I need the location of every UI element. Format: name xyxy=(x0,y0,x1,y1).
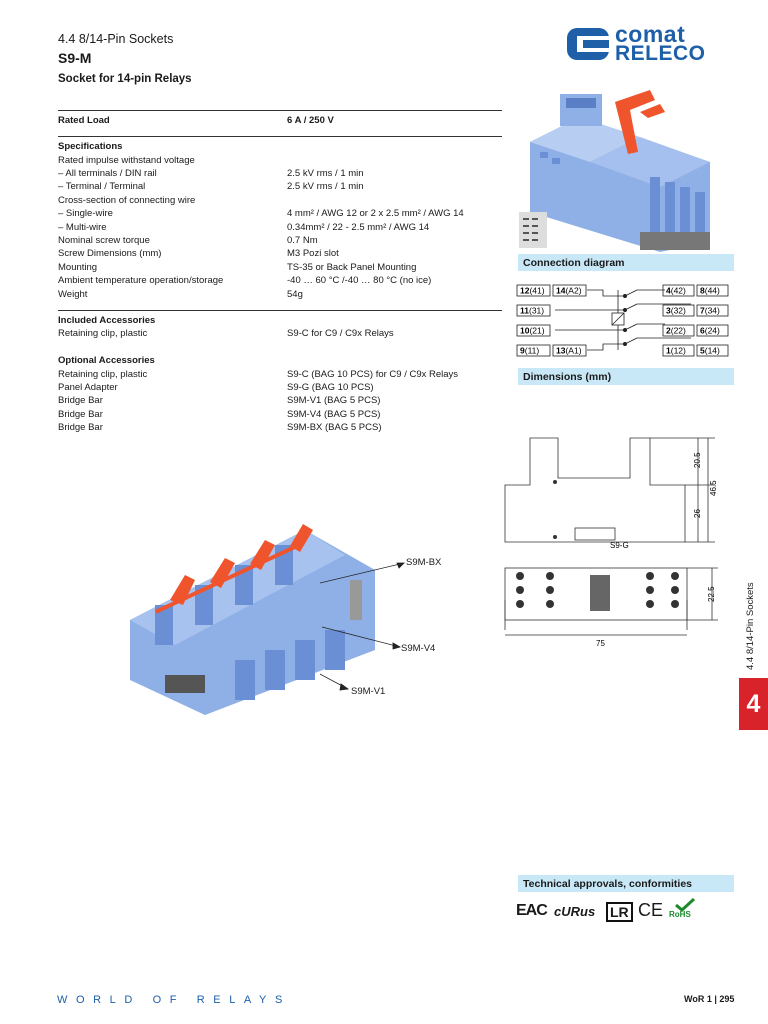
ul-mark: cURus xyxy=(554,904,596,919)
logo-text-comat: comat xyxy=(615,21,686,47)
footer-tagline: WORLD OF RELAYS xyxy=(57,994,291,1006)
eac-mark: EAC xyxy=(516,902,547,919)
spec-row xyxy=(58,261,502,274)
dim-20-5: 20.5 xyxy=(693,452,702,468)
spec-row xyxy=(58,421,502,434)
spec-label: Rated impulse withstand voltage xyxy=(58,154,195,166)
spec-label: Bridge Bar xyxy=(58,395,103,407)
rated-load-row xyxy=(58,114,502,127)
terminal-label: 1(12) xyxy=(666,345,686,356)
spec-value: 0.7 Nm xyxy=(287,234,318,246)
rated-load-value: 6 A / 250 V xyxy=(287,115,334,126)
socket-pinout-icon xyxy=(519,212,547,248)
spec-label: Retaining clip, plastic xyxy=(58,328,148,339)
spec-row xyxy=(58,408,502,421)
spec-row xyxy=(58,194,502,207)
spec-row xyxy=(58,368,502,381)
dim-22-5: 22.5 xyxy=(707,586,716,602)
callout-s9m-v1: S9M-V1 xyxy=(351,686,386,697)
spec-value: S9M-BX (BAG 5 PCS) xyxy=(287,422,382,434)
divider xyxy=(58,110,502,111)
spec-label: Cross-section of connecting wire xyxy=(58,194,196,206)
terminal-label: 6(24) xyxy=(700,325,720,336)
spec-row xyxy=(58,167,502,180)
spec-value: 2.5 kV rms / 1 min xyxy=(287,181,364,193)
spec-value: 54g xyxy=(287,288,303,300)
spec-row xyxy=(58,207,502,220)
approvals-header: Technical approvals, conformities xyxy=(518,875,734,892)
rohs-mark: RoHS xyxy=(669,910,691,919)
lr-mark: LR xyxy=(606,902,633,922)
terminal-label: 9(11) xyxy=(520,345,540,356)
divider xyxy=(58,136,502,137)
spec-label: Nominal screw torque xyxy=(58,234,150,246)
spec-label: Bridge Bar xyxy=(58,422,103,434)
spec-row xyxy=(58,180,502,193)
logo-text-releco: RELECO xyxy=(615,42,706,65)
rohs-check-icon xyxy=(674,898,696,912)
terminal-label: 11(31) xyxy=(520,305,545,316)
page-number: WoR 1 | 295 xyxy=(684,994,735,1004)
connection-diagram xyxy=(515,280,735,362)
spec-row xyxy=(58,221,502,234)
ce-mark: CE xyxy=(638,900,664,920)
terminal-label: 13(A1) xyxy=(556,345,582,356)
spec-label: Ambient temperature operation/storage xyxy=(58,275,224,287)
terminal-label: 8(44) xyxy=(700,285,720,296)
spec-value: -40 … 60 °C /-40 … 80 °C (no ice) xyxy=(287,275,432,287)
adapter-label: S9-G xyxy=(610,541,629,550)
spec-row xyxy=(58,327,502,340)
spec-value: S9M-V4 (BAG 5 PCS) xyxy=(287,408,381,420)
spec-label: Weight xyxy=(58,288,88,300)
spec-value: S9M-V1 (BAG 5 PCS) xyxy=(287,395,381,407)
spec-row xyxy=(58,288,502,301)
section-title: 4.4 8/14-Pin Sockets xyxy=(58,32,174,46)
divider xyxy=(58,310,502,311)
optional-accessories-heading: Optional Accessories xyxy=(58,355,155,366)
included-accessories-heading: Included Accessories xyxy=(58,315,156,326)
spec-value: 2.5 kV rms / 1 min xyxy=(287,167,364,179)
connection-diagram-header: Connection diagram xyxy=(518,254,734,271)
spec-row xyxy=(58,274,502,287)
dimensions-header: Dimensions (mm) xyxy=(518,368,734,385)
terminal-label: 4(42) xyxy=(666,285,686,296)
terminal-label: 5(14) xyxy=(700,345,720,356)
rated-load-label: Rated Load xyxy=(58,115,110,126)
dimensions-drawing xyxy=(500,430,730,650)
spec-label: Screw Dimensions (mm) xyxy=(58,248,162,260)
spec-row xyxy=(58,154,502,167)
terminal-label: 3(32) xyxy=(666,305,686,316)
spec-label: Mounting xyxy=(58,261,98,273)
spec-value: S9-C (BAG 10 PCS) for C9 / C9x Relays xyxy=(287,368,459,380)
spec-value: 4 mm² / AWG 12 or 2 x 2.5 mm² / AWG 14 xyxy=(287,208,464,220)
subtitle: Socket for 14-pin Relays xyxy=(58,73,192,85)
spec-value: M3 Pozi slot xyxy=(287,248,339,260)
spec-label: – Terminal / Terminal xyxy=(58,181,146,193)
spec-label: Bridge Bar xyxy=(58,408,103,420)
spec-label: – Multi-wire xyxy=(58,221,107,233)
spec-row xyxy=(58,247,502,260)
terminal-label: 10(21) xyxy=(520,325,545,336)
comat-releco-logo xyxy=(565,21,735,65)
dim-46-5: 46.5 xyxy=(709,480,718,496)
logo-c-icon xyxy=(565,26,611,62)
spec-label: – Single-wire xyxy=(58,208,113,220)
spec-value: S9-G (BAG 10 PCS) xyxy=(287,381,374,393)
spec-row xyxy=(58,394,502,407)
spec-value: TS-35 or Back Panel Mounting xyxy=(287,261,417,273)
callout-lines xyxy=(320,555,430,705)
dim-75: 75 xyxy=(596,639,605,648)
spec-value: S9-C for C9 / C9x Relays xyxy=(287,328,394,339)
specifications-heading: Specifications xyxy=(58,141,123,152)
model-name: S9-M xyxy=(58,50,92,66)
spec-row xyxy=(58,234,502,247)
spec-value: 0.34mm² / 22 - 2.5 mm² / AWG 14 xyxy=(287,221,430,233)
terminal-label: 12(41) xyxy=(520,285,545,296)
spec-label: Retaining clip, plastic xyxy=(58,368,148,380)
socket-product-image xyxy=(520,82,735,252)
spec-row xyxy=(58,381,502,394)
spec-label: – All terminals / DIN rail xyxy=(58,167,157,179)
terminal-label: 2(22) xyxy=(666,325,686,336)
callout-s9m-v4: S9M-V4 xyxy=(401,643,436,654)
terminal-label: 7(34) xyxy=(700,305,720,316)
side-section-label: 4.4 8/14-Pin Sockets xyxy=(745,582,756,670)
chapter-tab: 4 xyxy=(739,678,768,730)
approval-marks xyxy=(516,898,706,926)
terminal-label: 14(A2) xyxy=(556,285,582,296)
dim-26: 26 xyxy=(693,509,702,518)
callout-s9m-bx: S9M-BX xyxy=(406,557,442,568)
spec-label: Panel Adapter xyxy=(58,381,118,393)
